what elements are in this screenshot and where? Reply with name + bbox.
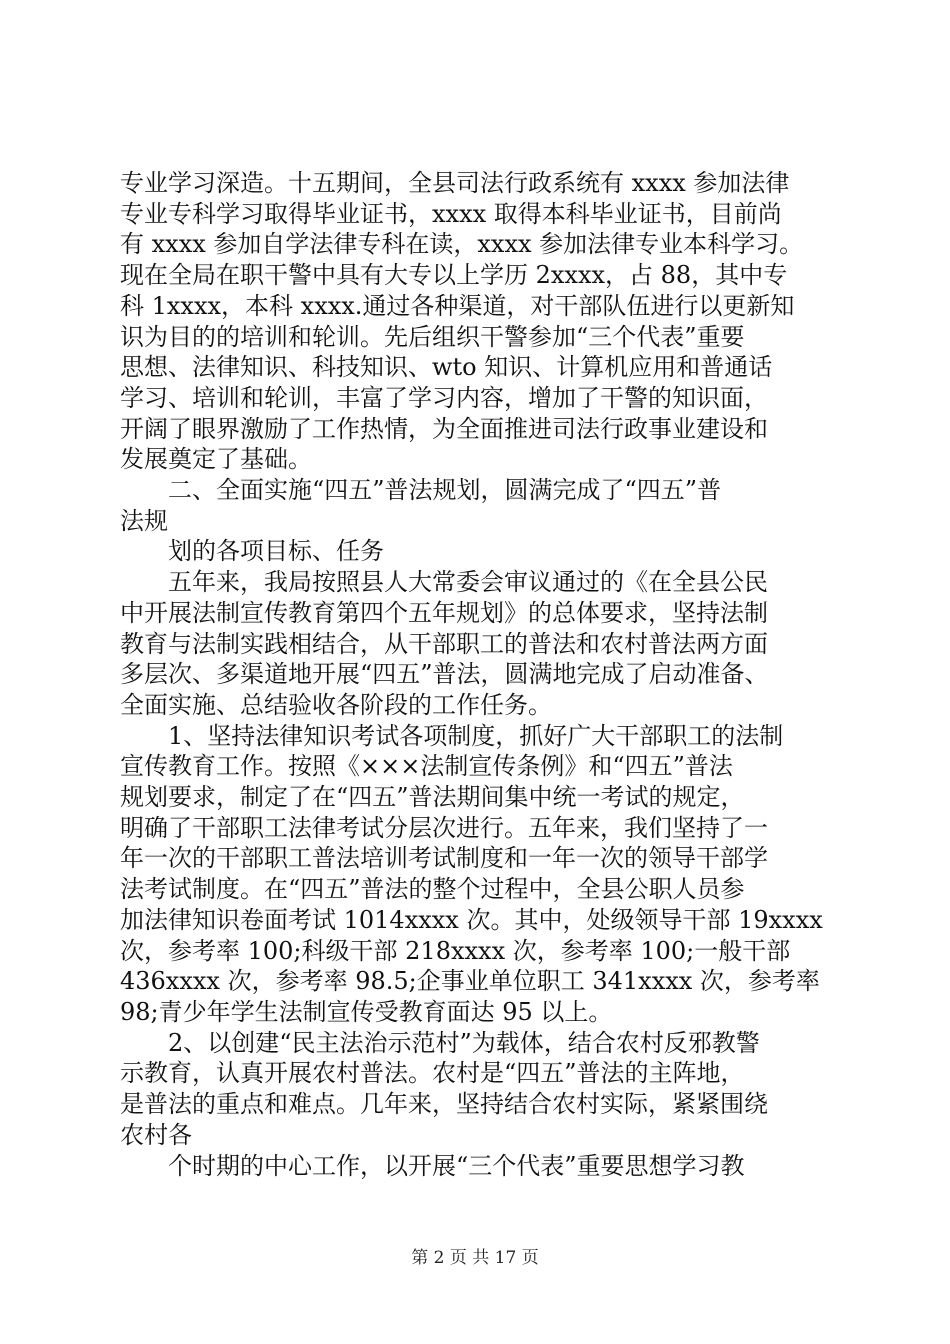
text-line: 宣传教育工作。按照《×××法制宣传条例》和“四五”普法 xyxy=(120,752,733,781)
text-line: 开阔了眼界激励了工作热情，为全面推进司法行政事业建设和 xyxy=(120,414,768,443)
text-line: 98;青少年学生法制宣传受教育面达 95 以上。 xyxy=(120,997,613,1026)
text-line: 中开展法制宣传教育第四个五年规划》的总体要求，坚持法制 xyxy=(120,598,768,627)
text-line: 年一次的干部职工普法培训考试制度和一年一次的领导干部学 xyxy=(120,844,768,873)
text-line: 多层次、多渠道地开展“四五”普法，圆满地完成了启动准备、 xyxy=(120,660,769,689)
page-footer xyxy=(0,1243,950,1268)
text-line: 学习、培训和轮训，丰富了学习内容，增加了干警的知识面， xyxy=(120,383,768,412)
text-line: 有 xxxx 参加自学法律专科在读，xxxx 参加法律专业本科学习。 xyxy=(120,230,804,259)
text-line: 示教育，认真开展农村普法。农村是“四五”普法的主阵地， xyxy=(120,1059,745,1088)
text-line: 法考试制度。在“四五”普法的整个过程中，全县公职人员参 xyxy=(120,875,745,904)
page-total: 共 17 页 xyxy=(472,1248,539,1268)
text-line: 识为目的的培训和轮训。先后组织干警参加“三个代表”重要 xyxy=(120,322,745,351)
body-text xyxy=(120,168,832,1181)
text-line: 科 1xxxx，本科 xxxx.通过各种渠道，对干部队伍进行以更新知 xyxy=(120,291,795,320)
section-heading-line: 二、全面实施“四五”普法规划，圆满完成了“四五”普 xyxy=(120,476,722,505)
text-line: 农村各 xyxy=(120,1120,192,1149)
text-line: 规划要求，制定了在“四五”普法期间集中统一考试的规定， xyxy=(120,783,745,812)
page-number: 第 2 页 xyxy=(411,1248,467,1268)
text-line: 现在全局在职干警中具有大专以上学历 2xxxx，占 88，其中专 xyxy=(120,261,788,290)
text-line: 教育与法制实践相结合，从干部职工的普法和农村普法两方面 xyxy=(120,629,768,658)
text-line: 个时期的中心工作，以开展“三个代表”重要思想学习教 xyxy=(120,1151,745,1180)
text-line: 加法律知识卷面考试 1014xxxx 次。其中，处级领导干部 19xxxx xyxy=(120,905,823,934)
text-line: 全面实施、总结验收各阶段的工作任务。 xyxy=(120,690,552,719)
section-heading-line: 划的各项目标、任务 xyxy=(120,537,384,566)
text-line: 思想、法律知识、科技知识、wto 知识、计算机应用和普通话 xyxy=(120,353,773,382)
text-line: 专业专科学习取得毕业证书，xxxx 取得本科毕业证书，目前尚 xyxy=(120,199,782,228)
text-line: 436xxxx 次，参考率 98.5;企事业单位职工 341xxxx 次，参考率 xyxy=(120,967,820,996)
text-line: 1、坚持法律知识考试各项制度，抓好广大干部职工的法制 xyxy=(120,721,784,750)
text-line: 五年来，我局按照县人大常委会审议通过的《在全县公民 xyxy=(120,568,768,597)
section-heading-line: 法规 xyxy=(120,506,168,535)
text-line: 2、以创建“民主法治示范村”为载体，结合农村反邪教警 xyxy=(120,1028,760,1057)
text-line: 是普法的重点和难点。几年来，坚持结合农村实际，紧紧围绕 xyxy=(120,1090,768,1119)
text-line: 次，参考率 100;科级干部 218xxxx 次，参考率 100;一般干部 xyxy=(120,936,791,965)
text-line: 明确了干部职工法律考试分层次进行。五年来，我们坚持了一 xyxy=(120,813,768,842)
text-line: 发展奠定了基础。 xyxy=(120,445,312,474)
text-line: 专业学习深造。十五期间，全县司法行政系统有 xxxx 参加法律 xyxy=(120,169,790,197)
